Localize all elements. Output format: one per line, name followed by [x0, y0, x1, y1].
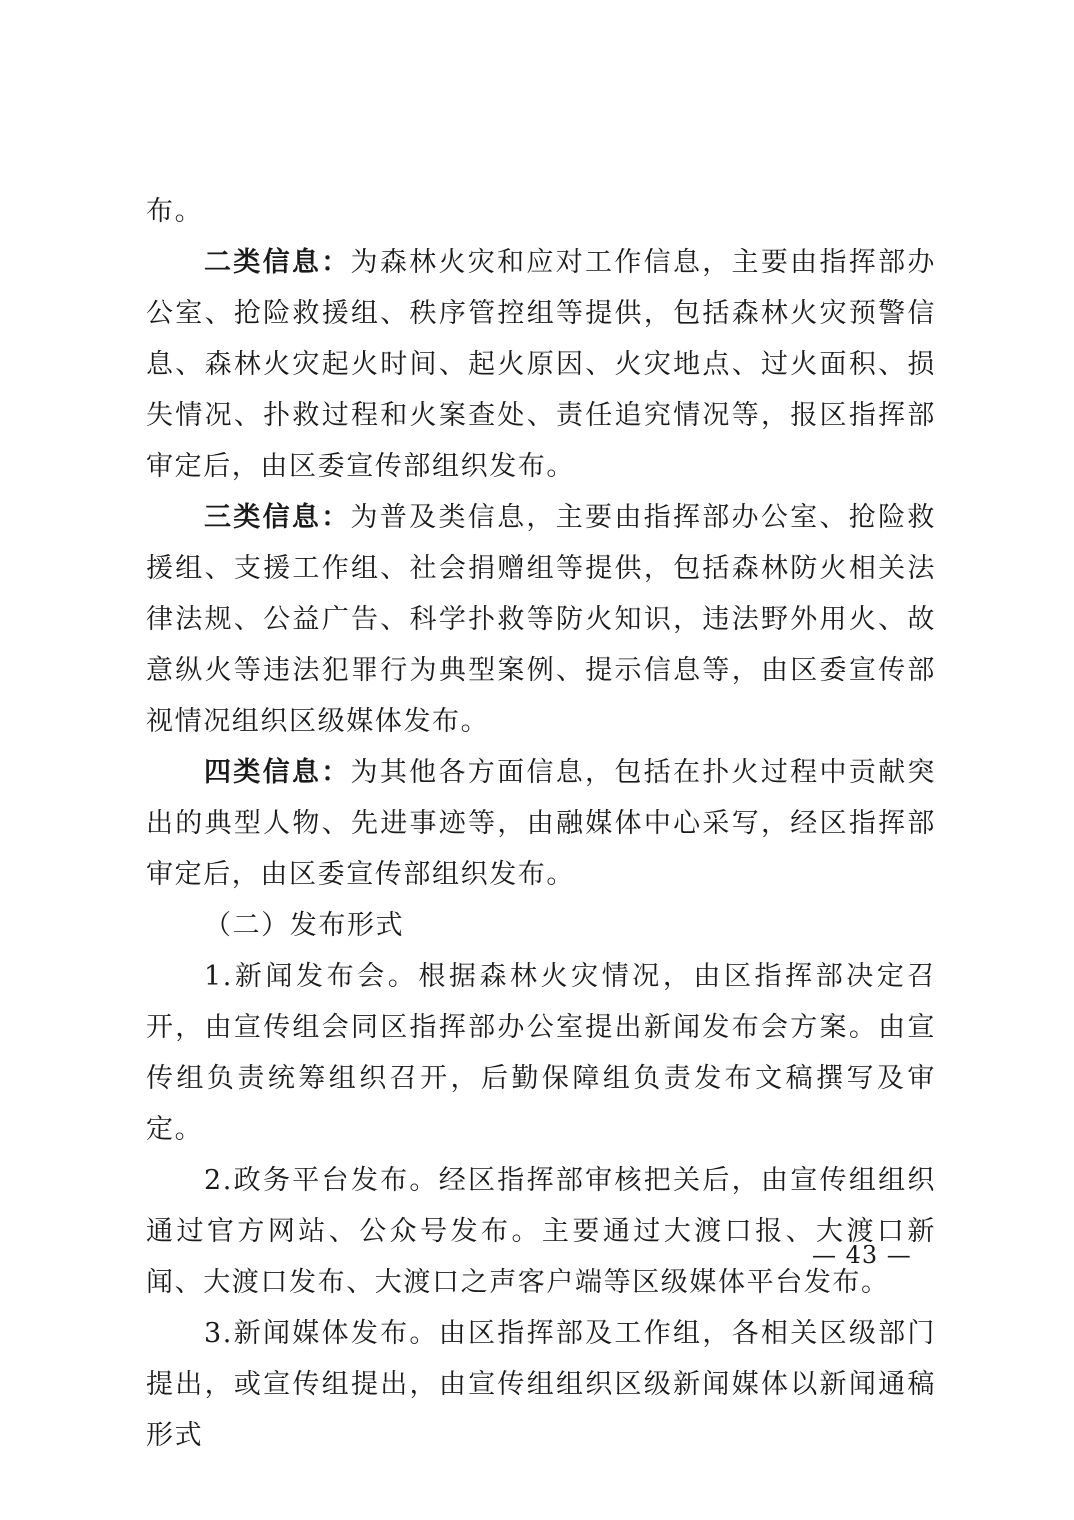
section-heading	[146, 900, 936, 951]
paragraph-text: 为普及类信息，主要由指挥部办公室、抢险救援组、支援工作组、社会捐赠组等提供，包括森林防火相关法律法规、公益广告、科学扑救等防火知识，违法野外用火、故意纵火等违法犯罪行为典型案例、提示信息等，由区委宣传部视情况组织区级媒体发布。	[146, 502, 937, 737]
paragraph-category-two	[146, 237, 936, 492]
paragraph-text: 1.新闻发布会。根据森林火灾情况，由区指挥部决定召开，由宣传组会同区指挥部办公室提出新闻发布会方案。由宣传组负责统筹组织召开，后勤保障组负责发布文稿撰写及审定。	[146, 961, 936, 1145]
paragraph-text: 3.新闻媒体发布。由区指挥部及工作组，各相关区级部门提出，或宣传组提出，由宣传组组织区级新闻媒体以新闻通稿形式	[146, 1318, 936, 1451]
paragraph-text: 布。	[146, 196, 204, 227]
page-number: — 43 —	[812, 1241, 912, 1269]
section-heading-text: （二）发布形式	[204, 910, 405, 941]
paragraph-item-1	[146, 951, 936, 1155]
paragraph-heading: 二类信息：	[204, 247, 351, 278]
paragraph-category-four	[146, 747, 936, 900]
paragraph-heading: 四类信息：	[204, 757, 351, 788]
paragraph-text: 为其他各方面信息，包括在扑火过程中贡献突出的典型人物、先进事迹等，由融媒体中心采写，经区指挥部审定后，由区委宣传部组织发布。	[146, 757, 937, 890]
paragraph-item-2	[146, 1155, 936, 1308]
paragraph-continuation	[146, 186, 936, 237]
paragraph-heading: 三类信息：	[204, 502, 351, 533]
paragraph-text: 为森林火灾和应对工作信息，主要由指挥部办公室、抢险救援组、秩序管控组等提供，包括森林火灾预警信息、森林火灾起火时间、起火原因、火灾地点、过火面积、损失情况、扑救过程和火案查处、责任追究情况等，报区指挥部审定后，由区委宣传部组织发布。	[146, 247, 937, 482]
paragraph-category-three	[146, 492, 936, 747]
paragraph-text: 2.政务平台发布。经区指挥部审核把关后，由宣传组组织通过官方网站、公众号发布。主要通过大渡口报、大渡口新闻、大渡口发布、大渡口之声客户端等区级媒体平台发布。	[146, 1165, 936, 1298]
paragraph-item-3	[146, 1308, 936, 1461]
